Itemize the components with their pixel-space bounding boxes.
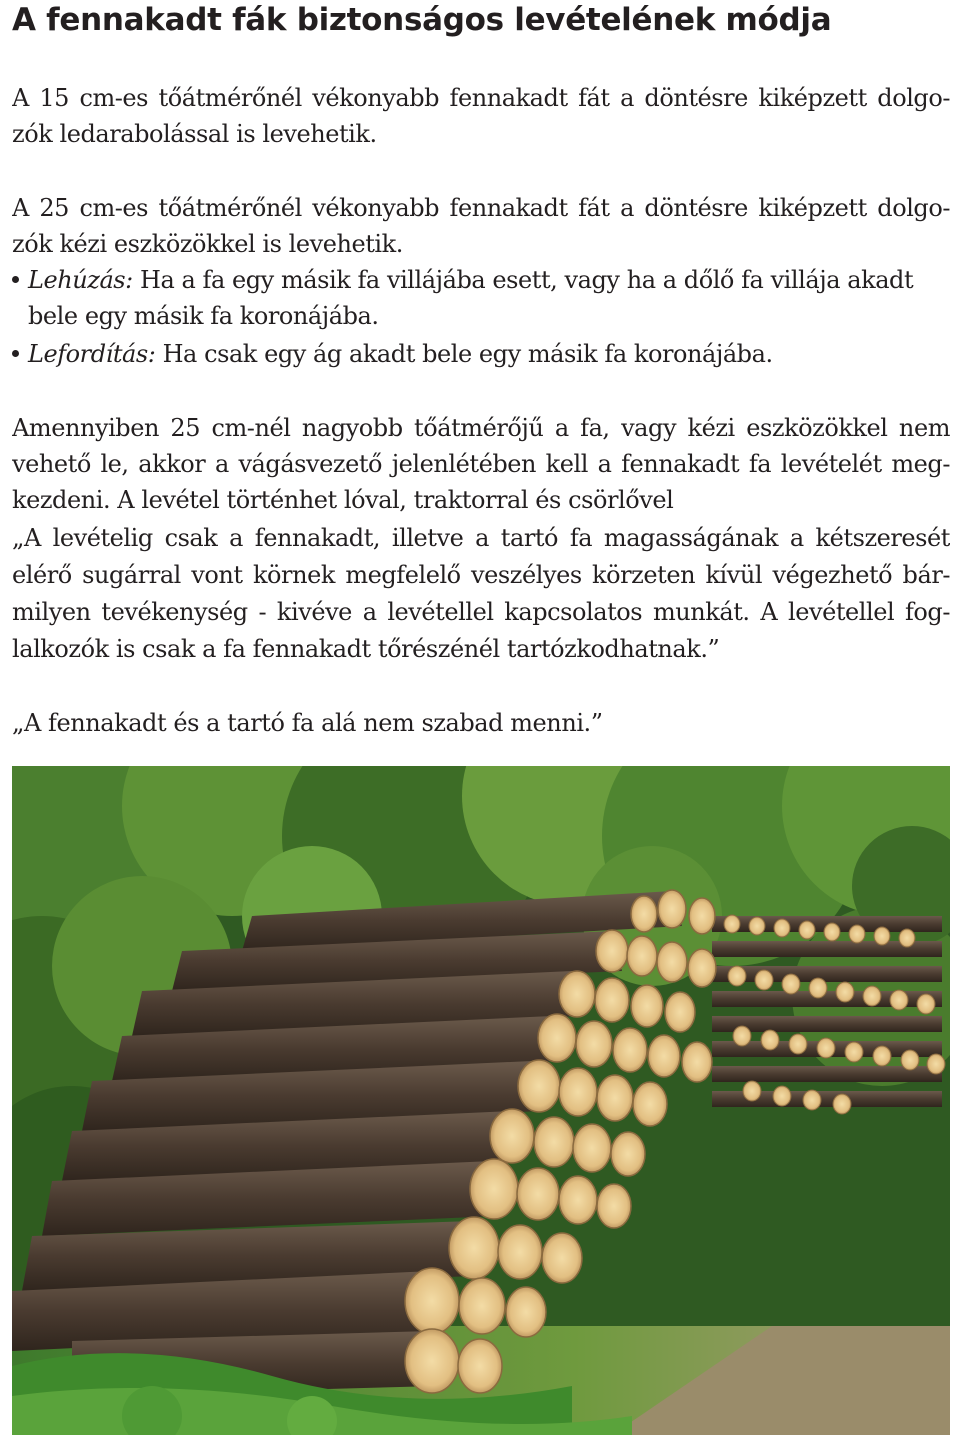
log-pile-photo (12, 766, 950, 1435)
quote-1-line-3: milyen tevékenység - kivéve a levétellel kapcsolatos munkát. A levétellel fog- (12, 598, 950, 626)
bullet-term: Lehúzás: (28, 266, 133, 294)
paragraph-3-line-3: kezdeni. A levétel történhet lóval, traktorral és csörlővel (12, 486, 674, 514)
log-pile-illustration (12, 766, 950, 1435)
paragraph-2-line-2: zók kézi eszközökkel is levehetik. (12, 230, 403, 258)
quote-2: „A fennakadt és a tartó fa alá nem szabad menni.” (12, 709, 603, 737)
bullet-term: Lefordítás: (28, 340, 156, 368)
bullet-text: Ha a fa egy másik fa villájába esett, vagy ha a dőlő fa villája akadt (132, 266, 914, 294)
bullet-dot-icon (12, 350, 19, 357)
bullet-item-lehuzas (12, 262, 950, 298)
paragraph-3-line-2: vehető le, akkor a vágásvezető jelenlétében kell a fennakadt fa levételét meg- (12, 450, 950, 478)
page-title: A fennakadt fák biztonságos levételének módja (12, 2, 832, 38)
paragraph-1-line-1: A 15 cm-es tőátmérőnél vékonyabb fennakadt fát a döntésre kiképzett dolgo- (12, 84, 950, 112)
quote-1-line-1: „A levételig csak a fennakadt, illetve a tartó fa magasságának a kétszeresét (12, 524, 950, 552)
paragraph-1-line-2: zók ledarabolással is levehetik. (12, 120, 377, 148)
quote-1-line-2: elérő sugárral vont körnek megfelelő veszélyes körzeten kívül végezhető bár- (12, 561, 950, 589)
paragraph-2-line-1: A 25 cm-es tőátmérőnél vékonyabb fennakadt fát a döntésre kiképzett dolgo- (12, 194, 950, 222)
paragraph-3-line-1: Amennyiben 25 cm-nél nagyobb tőátmérőjű a fa, vagy kézi eszközökkel nem (12, 414, 950, 442)
bullet-text: Ha csak egy ág akadt bele egy másik fa koronájába. (155, 340, 773, 368)
quote-1-line-4: lalkozók is csak a fa fennakadt tőrészénél tartózkodhatnak.” (12, 635, 720, 663)
bullet-item-leforditas (12, 336, 950, 372)
bullet-item-lehuzas-cont: bele egy másik fa koronájába. (28, 302, 379, 330)
bullet-dot-icon (12, 276, 19, 283)
